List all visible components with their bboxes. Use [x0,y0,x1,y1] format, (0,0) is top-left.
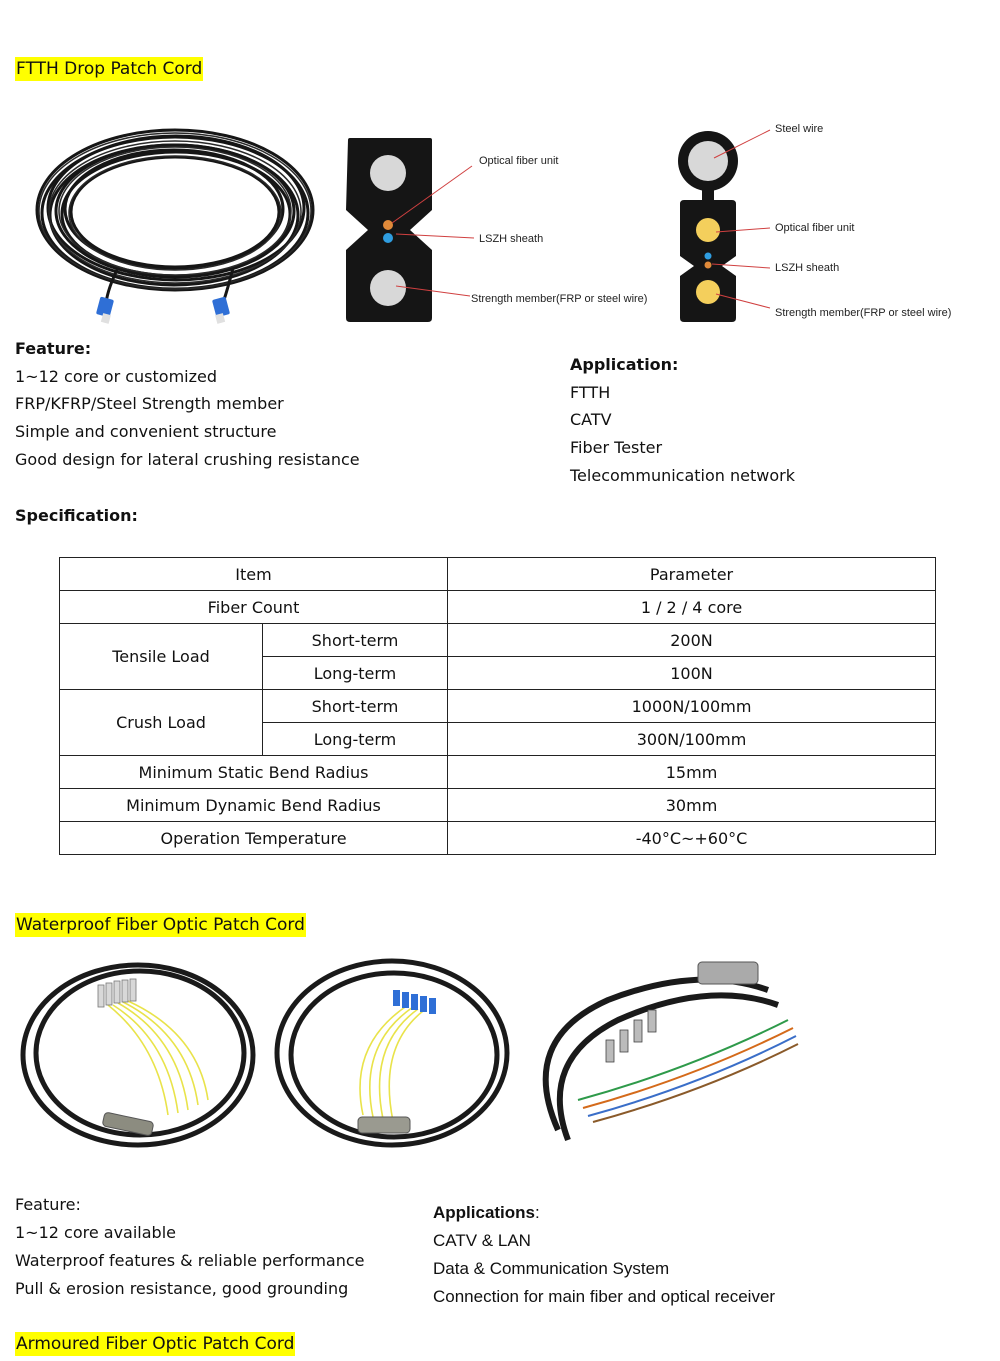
table-row [60,789,936,822]
waterproof-cord-photo-3 [528,950,806,1150]
table-header-parameter: Parameter [448,558,936,591]
application-item: CATV & LAN [433,1231,531,1250]
table-header-item: Item [60,558,448,591]
table-cell: Short-term [263,624,448,657]
application-item: CATV [570,410,612,430]
application-heading: Application: [570,355,679,374]
table-cell: 30mm [448,789,936,822]
feature-item: 1~12 core available [15,1223,176,1242]
table-cell: Minimum Static Bend Radius [60,756,448,789]
table-row [60,591,936,624]
feature-item: Good design for lateral crushing resistance [15,449,360,469]
label-strength-member-1: Strength member(FRP or steel wire) [471,293,648,305]
feature-item: Simple and convenient structure [15,422,277,442]
cable-cross-section-diagram-1 [340,130,670,330]
table-row [60,756,936,789]
table-cell: Tensile Load [60,624,263,690]
table-row [60,624,936,657]
table-cell: -40°C~+60°C [448,822,936,855]
table-cell: Long-term [263,723,448,756]
application-item: FTTH [570,382,611,402]
table-cell: 100N [448,657,936,690]
application-item: Fiber Tester [570,438,663,458]
label-optical-fiber-unit-1: Optical fiber unit [479,155,559,167]
feature-heading: Feature: [15,1195,81,1214]
feature-item: 1~12 core or customized [15,366,217,386]
table-row [60,822,936,855]
section-title-waterproof: Waterproof Fiber Optic Patch Cord [16,915,305,935]
label-lszh-sheath-1: LSZH sheath [479,233,544,245]
application-item: Telecommunication network [570,465,795,485]
table-cell: 15mm [448,756,936,789]
table-cell: Crush Load [60,690,263,756]
sc-connector-right [212,296,230,323]
application-list-ftth [570,351,795,490]
feature-list-waterproof [15,1191,365,1303]
table-cell: 1 / 2 / 4 core [448,591,936,624]
label-lszh-sheath-2: LSZH sheath [775,262,840,274]
table-cell: 1000N/100mm [448,690,936,723]
table-cell: Fiber Count [60,591,448,624]
specification-heading: Specification: [15,506,138,525]
sc-connector-left [96,296,114,323]
label-optical-fiber-unit-2: Optical fiber unit [775,222,855,234]
table-cell: Minimum Dynamic Bend Radius [60,789,448,822]
waterproof-cord-photo-2 [268,945,516,1155]
section-title-ftth-drop: FTTH Drop Patch Cord [16,59,203,79]
waterproof-cord-photo-1 [18,945,263,1155]
application-heading: Applications: [433,1203,540,1222]
ftth-cable-photo [28,118,323,333]
feature-item: Pull & erosion resistance, good grounding [15,1279,349,1298]
application-item: Data & Communication System [433,1259,670,1278]
table-cell: Short-term [263,690,448,723]
feature-item: Waterproof features & reliable performance [15,1251,365,1270]
table-row [60,690,936,723]
table-cell: 200N [448,624,936,657]
table-row [60,558,936,591]
table-cell: Long-term [263,657,448,690]
feature-list-ftth [15,335,360,474]
section-title-armoured: Armoured Fiber Optic Patch Cord [16,1334,295,1354]
application-list-waterproof [433,1199,775,1311]
application-item: Connection for main fiber and optical receiver [433,1287,776,1306]
label-steel-wire: Steel wire [775,123,824,135]
table-cell: Operation Temperature [60,822,448,855]
cable-cross-section-diagram-2 [672,118,992,330]
specification-table [59,557,936,855]
feature-heading: Feature: [15,339,92,358]
table-cell: 300N/100mm [448,723,936,756]
label-strength-member-2: Strength member(FRP or steel wire) [775,307,952,319]
feature-item: FRP/KFRP/Steel Strength member [15,394,284,414]
